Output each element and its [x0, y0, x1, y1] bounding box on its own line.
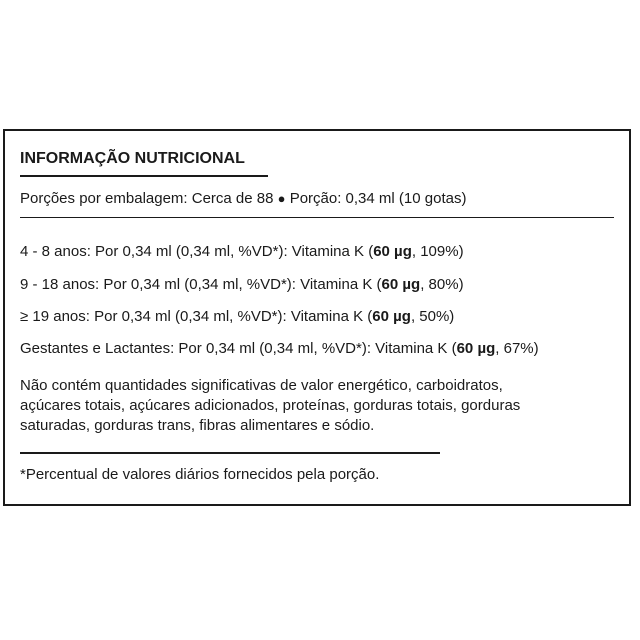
bullet-separator-icon: ● [277, 191, 286, 206]
row-suffix: , 50%) [410, 308, 455, 325]
row-prefix: 9 - 18 anos: Por 0,34 ml (0,34 ml, %VD*): Vitamina K ( [20, 276, 382, 293]
note-line: saturadas, gorduras trans, fibras alimentares e sódio. [20, 417, 375, 434]
vitamin-row-19-plus [20, 307, 454, 327]
insignificant-nutrients-note [20, 376, 620, 436]
note-line: Não contém quantidades significativas de valor energético, carboidratos, [20, 377, 503, 394]
row-amount: 60 µg [373, 243, 412, 260]
daily-value-footnote: *Percentual de valores diários fornecidos pela porção. [20, 466, 380, 483]
portion-size: Porção: 0,34 ml (10 gotas) [289, 190, 467, 207]
servings-divider [20, 217, 614, 218]
note-line: açúcares totais, açúcares adicionados, proteínas, gorduras totais, gorduras [20, 397, 521, 414]
row-amount: 60 µg [381, 276, 421, 293]
vitamin-row-9-18 [20, 275, 464, 295]
row-amount: 60 µg [372, 308, 411, 325]
row-prefix: 4 - 8 anos: Por 0,34 ml (0,34 ml, %VD*): Vitamina K ( [20, 243, 374, 260]
servings-line [20, 189, 466, 209]
row-suffix: , 109%) [411, 243, 464, 260]
row-suffix: , 67%) [495, 340, 539, 357]
vitamin-row-pregnant-lactating [20, 339, 539, 359]
vitamin-row-4-8 [20, 242, 464, 262]
footnote-divider [20, 452, 440, 454]
title-underline [20, 175, 268, 177]
row-prefix: Gestantes e Lactantes: Por 0,34 ml (0,34 ml, %VD*): Vitamina K ( [20, 340, 457, 357]
row-suffix: , 80%) [420, 276, 464, 293]
row-amount: 60 µg [456, 340, 496, 357]
label-title: INFORMAÇÃO NUTRICIONAL [20, 150, 245, 167]
row-prefix: ≥ 19 anos: Por 0,34 ml (0,34 ml, %VD*): Vitamina K ( [20, 308, 373, 325]
servings-per-package: Porções por embalagem: Cerca de 88 [20, 190, 274, 207]
